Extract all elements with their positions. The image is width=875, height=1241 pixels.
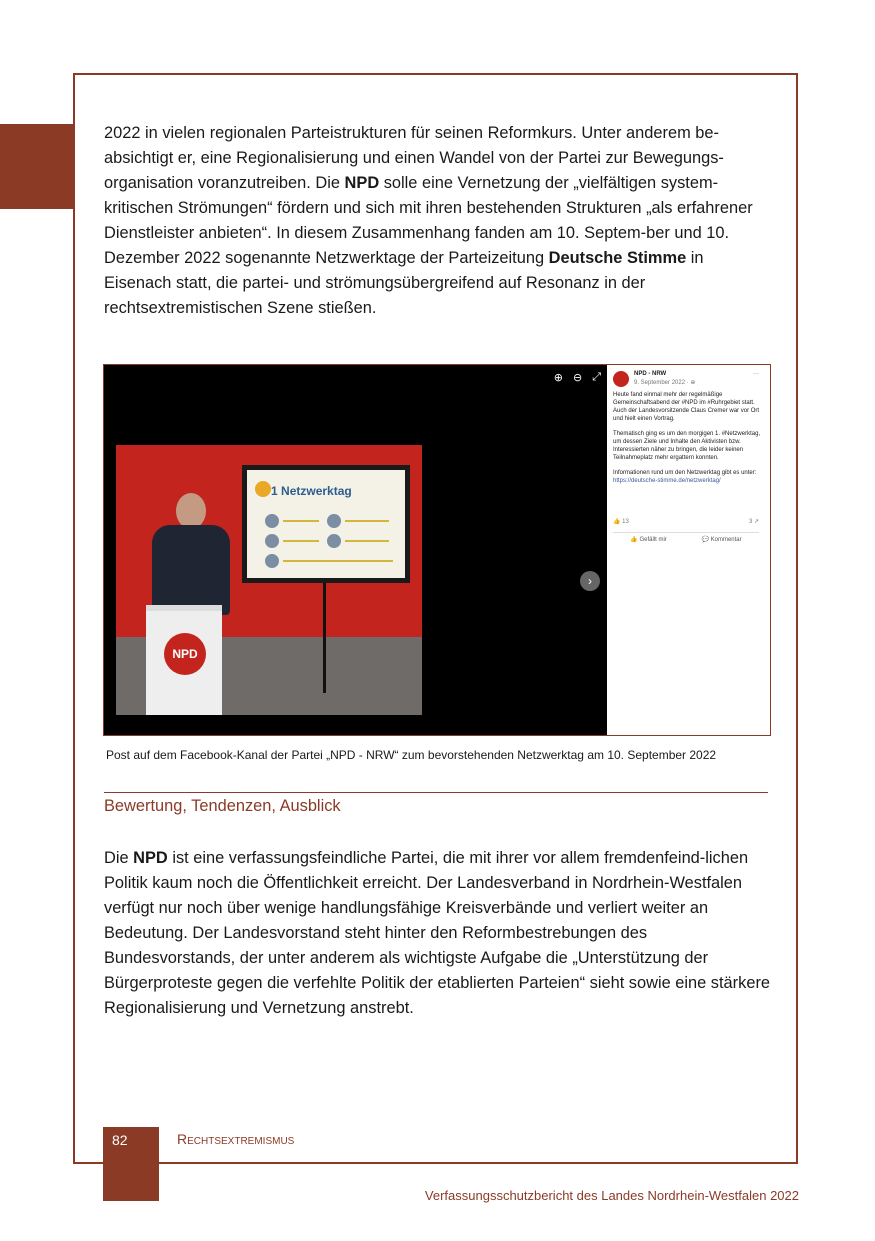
- speaker-photo: [327, 514, 341, 528]
- chapter-title: Rechtsextremismus: [177, 1131, 295, 1147]
- screen-text-line: [345, 540, 389, 542]
- presentation-screen: [242, 465, 410, 583]
- post-paragraph: Thematisch ging es um den morgigen 1. #Netzwerktag, um dessen Ziele und Inhalte den Aktivisten bzw. Interessierten näher zu bringen, die leider keinen Teilnahmeplatz mehr ergattern konnten.: [613, 431, 761, 461]
- section-heading: Bewertung, Tendenzen, Ausblick: [104, 797, 341, 815]
- fullscreen-icon[interactable]: ⤢: [592, 371, 601, 383]
- next-arrow-icon[interactable]: ›: [580, 571, 600, 591]
- screen-text-line: [345, 520, 389, 522]
- zoom-out-icon[interactable]: ⊖: [572, 372, 583, 384]
- speaker-body: [152, 525, 230, 615]
- screen-text-line: [283, 560, 393, 562]
- avatar[interactable]: [613, 371, 629, 387]
- like-count[interactable]: 👍 13: [613, 519, 629, 525]
- npd-logo: NPD: [164, 633, 206, 675]
- post-date: 9. September 2022 · ⊕: [634, 380, 696, 386]
- comment-button[interactable]: 💬 Kommentar: [701, 537, 742, 543]
- deutsche-stimme-bold: Deutsche Stimme: [548, 249, 687, 267]
- npd-bold: NPD: [133, 849, 168, 867]
- footer-report-title: Verfassungsschutzbericht des Landes Nordrhein-Westfalen 2022: [424, 1188, 799, 1203]
- speaker-photo: [327, 534, 341, 548]
- stage-photo: [116, 445, 422, 715]
- side-tab: [0, 124, 75, 209]
- post-paragraph: Heute fand einmal mehr der regelmäßige Gemeinschaftsabend der #NPD im #Ruhrgebiet statt. Auch der Landesvorsitzende Claus Cremer war vor Ort und hielt einen Vortrag.: [613, 392, 760, 422]
- npd-bold: NPD: [344, 174, 380, 192]
- paragraph-assessment: Die NPD ist eine verfassungsfeindliche Partei, die mit ihrer vor allem fremdenfeind-lichen Politik kaum noch die Öffentlichkeit erreicht. Der Landesverband in Nordrhein-Westfalen verfügt nur noch über wenige handlungsfähige Kreisverbände und verliert weiter an Bedeutung. Der Landesvorstand steht hinter den Reformbestrebungen des Bundesvorstands, der unter anderem als wichtigste Aufgabe die „Unterstützung der Bürgerproteste gegen die verfehlte Politik der etablierten Parteien“ sieht sowie eine stärkere Regionalisierung und Vernetzung anstrebt.: [104, 849, 771, 1017]
- post-actions: [613, 532, 759, 544]
- facebook-post-panel: [607, 365, 771, 735]
- more-options-icon[interactable]: ···: [753, 371, 759, 377]
- post-link[interactable]: https://deutsche-stimme.de/netzwerktag/: [613, 478, 721, 484]
- podium: [146, 605, 222, 715]
- speaker-photo: [265, 534, 279, 548]
- post-author[interactable]: NPD - NRW: [634, 371, 667, 377]
- paragraph-reform: 2022 in vielen regionalen Parteistrukturen für seinen Reformkurs. Unter anderem be-absichtigt er, eine Regionalisierung und einen Wandel von der Partei zur Bewegungs-organisation voranzutreiben. Die NPD solle eine Vernetzung der „vielfältigen system-kritischen Strömungen“ fördern und sich mit ihren bestehenden Strukturen „als erfahrener Dienstleister anbieten“. In diesem Zusammenhang fanden am 10. Septem-ber und 10. Dezember 2022 sogenannte Netzwerktage der Parteizeitung Deutsche Stimme in Eisenach statt, die partei- und strömungsübergreifend auf Resonanz in der rechtsextremistischen Szene stießen.: [104, 124, 753, 317]
- facebook-post-figure: [103, 364, 771, 736]
- screen-text-line: [283, 520, 319, 522]
- figure-caption: Post auf dem Facebook-Kanal der Partei „NPD - NRW“ zum bevorstehenden Netzwerktag am 10. September 2022: [106, 748, 717, 762]
- speaker-photo: [265, 554, 279, 568]
- speaker-head: [176, 493, 206, 529]
- netzwerktag-badge-icon: [255, 481, 271, 497]
- speaker-photo: [265, 514, 279, 528]
- page-number: 82: [112, 1132, 128, 1148]
- video-player[interactable]: [104, 365, 607, 735]
- post-paragraph: Informationen rund um den Netzwerktag gibt es unter: https://deutsche-stimme.de/netzwerktag/: [613, 470, 757, 484]
- zoom-controls: [554, 371, 601, 384]
- like-button[interactable]: 👍 Gefällt mir: [630, 537, 667, 543]
- share-count[interactable]: 3 ↗: [748, 519, 759, 525]
- screen-stand: [323, 583, 326, 693]
- section-divider: [104, 792, 768, 793]
- post-text: [613, 391, 765, 492]
- zoom-in-icon[interactable]: ⊕: [553, 372, 563, 384]
- screen-text-line: [283, 540, 319, 542]
- screen-title: 1 Netzwerktag: [271, 484, 352, 498]
- post-stats: [613, 518, 759, 526]
